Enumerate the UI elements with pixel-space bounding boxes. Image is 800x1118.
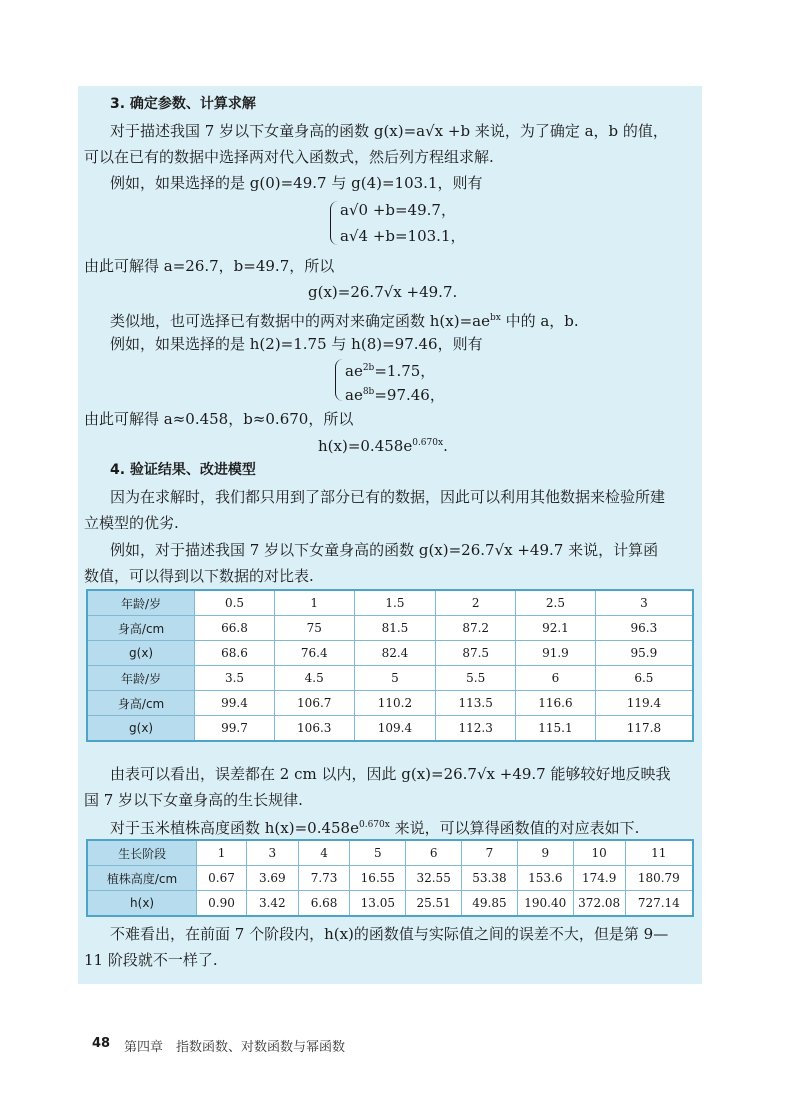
table-cell: 3.5 — [195, 666, 275, 691]
section4-paragraph2-line2: 数值，可以得到以下数据的对比表. — [84, 567, 314, 585]
table-cell: 4.5 — [274, 666, 354, 691]
comparison-table-height — [86, 589, 694, 742]
table-cell: 3.42 — [246, 891, 298, 917]
section4-paragraph2-line1: 例如，对于描述我国 7 岁以下女童身高的函数 g(x)=26.7√x +49.7 来说，计算函 — [110, 541, 659, 559]
table-header-cell: 生长阶段 — [87, 840, 197, 866]
table-cell: 0.67 — [197, 866, 247, 891]
table-cell: 16.55 — [350, 866, 406, 891]
table-cell: 115.1 — [516, 716, 596, 742]
table-cell: 6.5 — [595, 666, 693, 691]
table-cell: 91.9 — [516, 641, 596, 666]
table-cell: 6 — [516, 666, 596, 691]
table-cell: 113.5 — [436, 691, 516, 716]
table-cell: 116.6 — [516, 691, 596, 716]
table-cell: 109.4 — [354, 716, 436, 742]
section3-paragraph-line2: 可以在已有的数据中选择两对代入函数式，然后列方程组求解. — [84, 148, 494, 166]
table-cell: 174.9 — [573, 866, 625, 891]
table-header-cell: h(x) — [87, 891, 197, 917]
solution1-text: 由此可解得 a=26.7，b=49.7，所以 — [84, 257, 335, 275]
table-cell: 1.5 — [354, 590, 436, 616]
page-number: 48 — [92, 1036, 111, 1051]
equation-system1-line2: a√4 +b=103.1， — [340, 227, 466, 245]
table-cell: 180.79 — [625, 866, 693, 891]
table-row — [87, 840, 693, 866]
section3-heading: 3. 确定参数、计算求解 — [110, 96, 256, 112]
table-cell: 81.5 — [354, 616, 436, 641]
table-cell: 6.68 — [298, 891, 350, 917]
table-cell: 13.05 — [350, 891, 406, 917]
section4-paragraph3-line1: 由表可以看出，误差都在 2 cm 以内，因此 g(x)=26.7√x +49.7 能够较好地反映我 — [110, 765, 671, 783]
chapter-title: 第四章 指数函数、对数函数与幂函数 — [124, 1040, 346, 1055]
table-cell: 6 — [406, 840, 462, 866]
example1-text: 例如，如果选择的是 g(0)=49.7 与 g(4)=103.1，则有 — [110, 174, 483, 192]
solution2-text: 由此可解得 a≈0.458，b≈0.670，所以 — [84, 410, 354, 428]
table-cell: 1 — [274, 590, 354, 616]
table-cell: 372.08 — [573, 891, 625, 917]
equation-system2-line1: $ae^{2b}=1.75$， — [345, 362, 436, 380]
table-cell: 87.5 — [436, 641, 516, 666]
table-cell: 106.7 — [274, 691, 354, 716]
equation-system2-brace — [335, 359, 344, 401]
table-cell: 5 — [354, 666, 436, 691]
table-cell: 53.38 — [462, 866, 518, 891]
table-cell: 5.5 — [436, 666, 516, 691]
table-header-cell: 植株高度/cm — [87, 866, 197, 891]
section4-paragraph1-line1: 因为在求解时，我们都只用到了部分已有的数据，因此可以利用其他数据来检验所建 — [110, 488, 666, 506]
section4-paragraph1-line2: 立模型的优劣. — [84, 514, 179, 532]
table-cell: 9 — [517, 840, 573, 866]
table-header-cell: 年龄/岁 — [87, 666, 195, 691]
table-cell: 11 — [625, 840, 693, 866]
table-row — [87, 891, 693, 917]
table-cell: 99.7 — [195, 716, 275, 742]
table-cell: 92.1 — [516, 616, 596, 641]
table-cell: 727.14 — [625, 891, 693, 917]
table-cell: 190.40 — [517, 891, 573, 917]
table-cell: 110.2 — [354, 691, 436, 716]
equation-system1-brace — [330, 201, 339, 245]
table-cell: 95.9 — [595, 641, 693, 666]
section4-paragraph5-line2: 11 阶段就不一样了. — [84, 951, 218, 969]
table-cell: 117.8 — [595, 716, 693, 742]
table-cell: 7 — [462, 840, 518, 866]
table-cell: 2 — [436, 590, 516, 616]
section4-paragraph5-line1: 不难看出，在前面 7 个阶段内，h(x)的函数值与实际值之间的误差不大，但是第 9— — [110, 925, 669, 943]
table-cell: 96.3 — [595, 616, 693, 641]
example2-text: 例如，如果选择的是 h(2)=1.75 与 h(8)=97.46，则有 — [110, 335, 483, 353]
table-cell: 4 — [298, 840, 350, 866]
table-row — [87, 691, 693, 716]
table-cell: 3 — [246, 840, 298, 866]
table-cell: 0.5 — [195, 590, 275, 616]
table-header-cell: g(x) — [87, 641, 195, 666]
table-header-cell: g(x) — [87, 716, 195, 742]
table-cell: 49.85 — [462, 891, 518, 917]
table-cell: 99.4 — [195, 691, 275, 716]
table-cell: 3 — [595, 590, 693, 616]
table-cell: 32.55 — [406, 866, 462, 891]
table-row — [87, 866, 693, 891]
table-cell: 68.6 — [195, 641, 275, 666]
table-cell: 3.69 — [246, 866, 298, 891]
table-cell: 66.8 — [195, 616, 275, 641]
table-cell: 112.3 — [436, 716, 516, 742]
table-cell: 106.3 — [274, 716, 354, 742]
table-row — [87, 716, 693, 742]
table-cell: 76.4 — [274, 641, 354, 666]
table-header-cell: 身高/cm — [87, 616, 195, 641]
table-cell: 87.2 — [436, 616, 516, 641]
equation-system2-line2: $ae^{8b}=97.46$， — [345, 386, 445, 404]
table-cell: 82.4 — [354, 641, 436, 666]
section4-paragraph3-line2: 国 7 岁以下女童身高的生长规律. — [84, 791, 303, 809]
equation-system1-line1: a√0 +b=49.7， — [340, 201, 456, 219]
table-cell: 5 — [350, 840, 406, 866]
similar-text: 类似地，也可选择已有数据中的两对来确定函数 $h(x)=ae^{bx}$ 中的 a，b. — [110, 312, 579, 330]
section4-paragraph4: 对于玉米植株高度函数 $h(x)=0.458e^{0.670x}$ 来说，可以算得函数值的对应表如下. — [110, 819, 640, 837]
table-row — [87, 590, 693, 616]
table-row — [87, 666, 693, 691]
table-cell: 75 — [274, 616, 354, 641]
section4-heading: 4. 验证结果、改进模型 — [110, 462, 256, 478]
comparison-table-corn — [86, 839, 694, 917]
table-cell: 153.6 — [517, 866, 573, 891]
table-header-cell: 年龄/岁 — [87, 590, 195, 616]
result1-formula: g(x)=26.7√x +49.7. — [308, 283, 458, 301]
table-cell: 1 — [197, 840, 247, 866]
section3-paragraph-line1: 对于描述我国 7 岁以下女童身高的函数 g(x)=a√x +b 来说，为了确定 a，b 的值， — [110, 122, 668, 140]
table-cell: 7.73 — [298, 866, 350, 891]
table-row — [87, 616, 693, 641]
result2-formula: $h(x)=0.458e^{0.670x}$. — [318, 437, 448, 455]
table-cell: 25.51 — [406, 891, 462, 917]
table-header-cell: 身高/cm — [87, 691, 195, 716]
table-cell: 0.90 — [197, 891, 247, 917]
table-cell: 10 — [573, 840, 625, 866]
table-row — [87, 641, 693, 666]
table-cell: 2.5 — [516, 590, 596, 616]
table-cell: 119.4 — [595, 691, 693, 716]
